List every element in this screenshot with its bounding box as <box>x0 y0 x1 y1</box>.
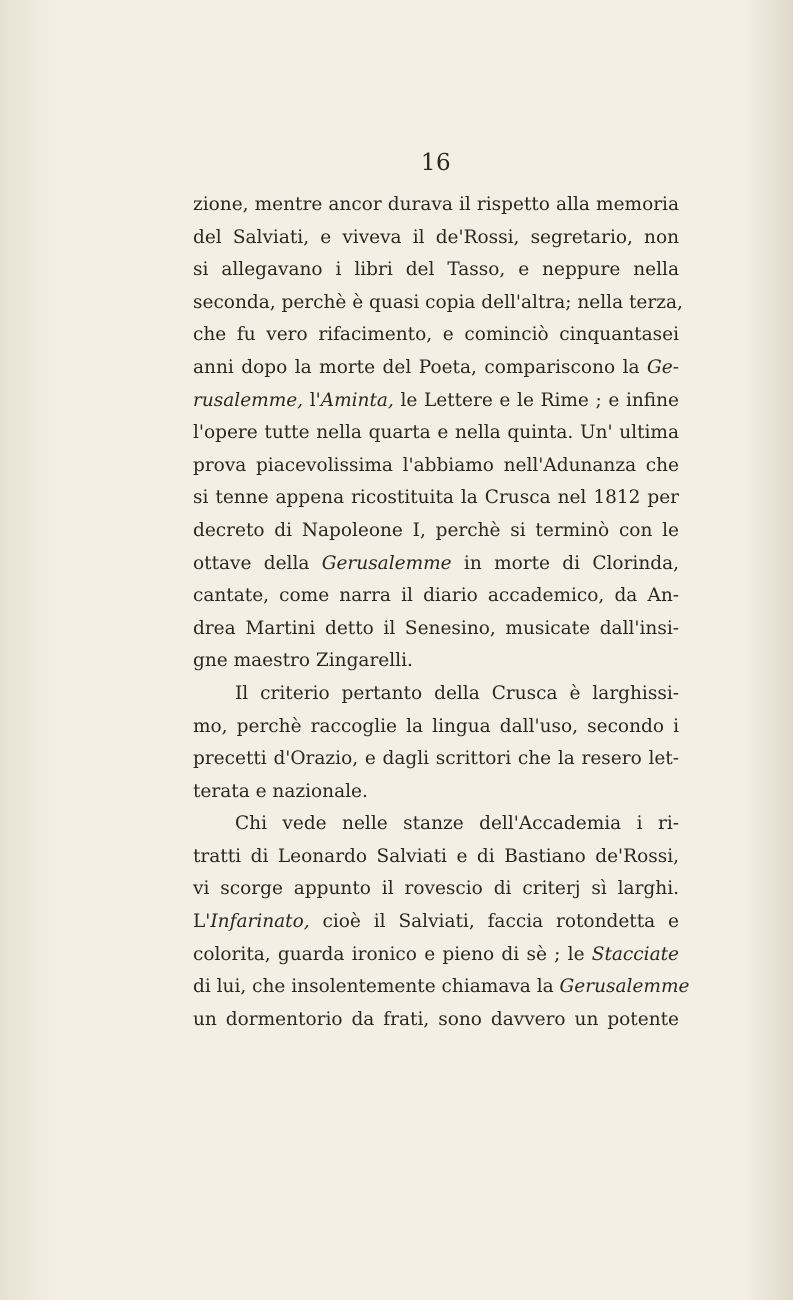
text-run: l'opere tutte nella quarta e nella quinta. Un' ultima <box>193 422 679 444</box>
text-run: in morte di Clorinda, <box>451 552 679 574</box>
text-run: cantate, come narra il diario accademico, da An- <box>193 585 679 607</box>
text-run: colorita, guarda ironico e pieno di sè ; le <box>193 943 592 965</box>
text-run: gne maestro Zingarelli. <box>193 650 413 672</box>
text-run: terata e nazionale. <box>193 780 368 802</box>
text-line <box>193 580 679 613</box>
text-run: prova piacevolissima l'abbiamo nell'Adunanza che <box>193 454 679 476</box>
text-line <box>193 613 679 646</box>
text-line <box>193 743 679 776</box>
text-run: precetti d'Orazio, e dagli scrittori che la resero let- <box>193 748 679 770</box>
text-run: anni dopo la morte del Poeta, compariscono la <box>193 356 648 378</box>
italic-text: Aminta, <box>320 389 394 411</box>
text-line <box>193 385 679 418</box>
italic-text: rusalemme, <box>193 389 304 411</box>
text-line <box>193 1004 679 1037</box>
text-run: un dormentorio da frati, sono davvero un potente <box>193 1008 679 1030</box>
text-line <box>193 548 679 581</box>
text-run: vi scorge appunto il rovescio di criterj sì larghi. <box>193 878 679 900</box>
text-line <box>193 254 679 287</box>
text-run: drea Martini detto il Senesino, musicate dall'insi- <box>193 617 679 639</box>
text-line <box>193 776 679 809</box>
text-run: L' <box>193 911 211 933</box>
text-line <box>193 808 679 841</box>
text-line <box>193 482 679 515</box>
text-run: Il criterio pertanto della Crusca è larghissi- <box>235 682 679 704</box>
text-run: si allegavano i libri del Tasso, e neppure nella <box>193 259 679 281</box>
text-line <box>193 352 679 385</box>
text-line <box>193 222 679 255</box>
page-number: 16 <box>420 150 452 176</box>
text-run: che fu vero rifacimento, e cominciò cinquantasei <box>193 324 679 346</box>
text-line <box>193 450 679 483</box>
text-run: di lui, che insolentemente chiamava la <box>193 976 560 998</box>
text-line <box>193 873 679 906</box>
text-run: le Lettere e le Rime ; e infine <box>393 389 679 411</box>
text-line <box>193 711 679 744</box>
text-line <box>193 319 679 352</box>
text-run: l' <box>303 389 321 411</box>
text-run: mo, perchè raccoglie la lingua dall'uso, secondo i <box>193 715 679 737</box>
text-run: decreto di Napoleone I, perchè si terminò con le <box>193 519 679 541</box>
text-run: cioè il Salviati, faccia rotondetta e <box>309 911 679 933</box>
text-run: zione, mentre ancor durava il rispetto alla memoria <box>193 194 679 215</box>
text-run: ottave della <box>193 552 322 574</box>
text-run: seconda, perchè è quasi copia dell'altra; nella terza, <box>193 291 683 313</box>
text-line <box>193 287 683 320</box>
text-line <box>193 678 679 711</box>
text-line <box>193 645 679 678</box>
italic-text: Gerusalemme <box>559 976 690 998</box>
text-line <box>193 841 679 874</box>
text-run: si tenne appena ricostituita la Crusca nel 1812 per <box>193 487 679 509</box>
text-line <box>193 971 690 1004</box>
italic-text: Gerusalemme <box>321 552 452 574</box>
italic-text: Infarinato, <box>210 911 310 933</box>
italic-text: Ge- <box>647 356 679 378</box>
text-line <box>193 906 679 939</box>
text-line <box>193 515 679 548</box>
text-line <box>193 189 679 222</box>
italic-text: Stacciate <box>591 943 679 965</box>
text-line <box>193 417 679 450</box>
text-run: Chi vede nelle stanze dell'Accademia i ri- <box>235 813 679 835</box>
body-text <box>193 189 690 1036</box>
text-line <box>193 939 679 972</box>
text-run: del Salviati, e viveva il de'Rossi, segretario, non <box>193 226 679 248</box>
text-run: tratti di Leonardo Salviati e di Bastiano de'Rossi, <box>193 845 679 867</box>
